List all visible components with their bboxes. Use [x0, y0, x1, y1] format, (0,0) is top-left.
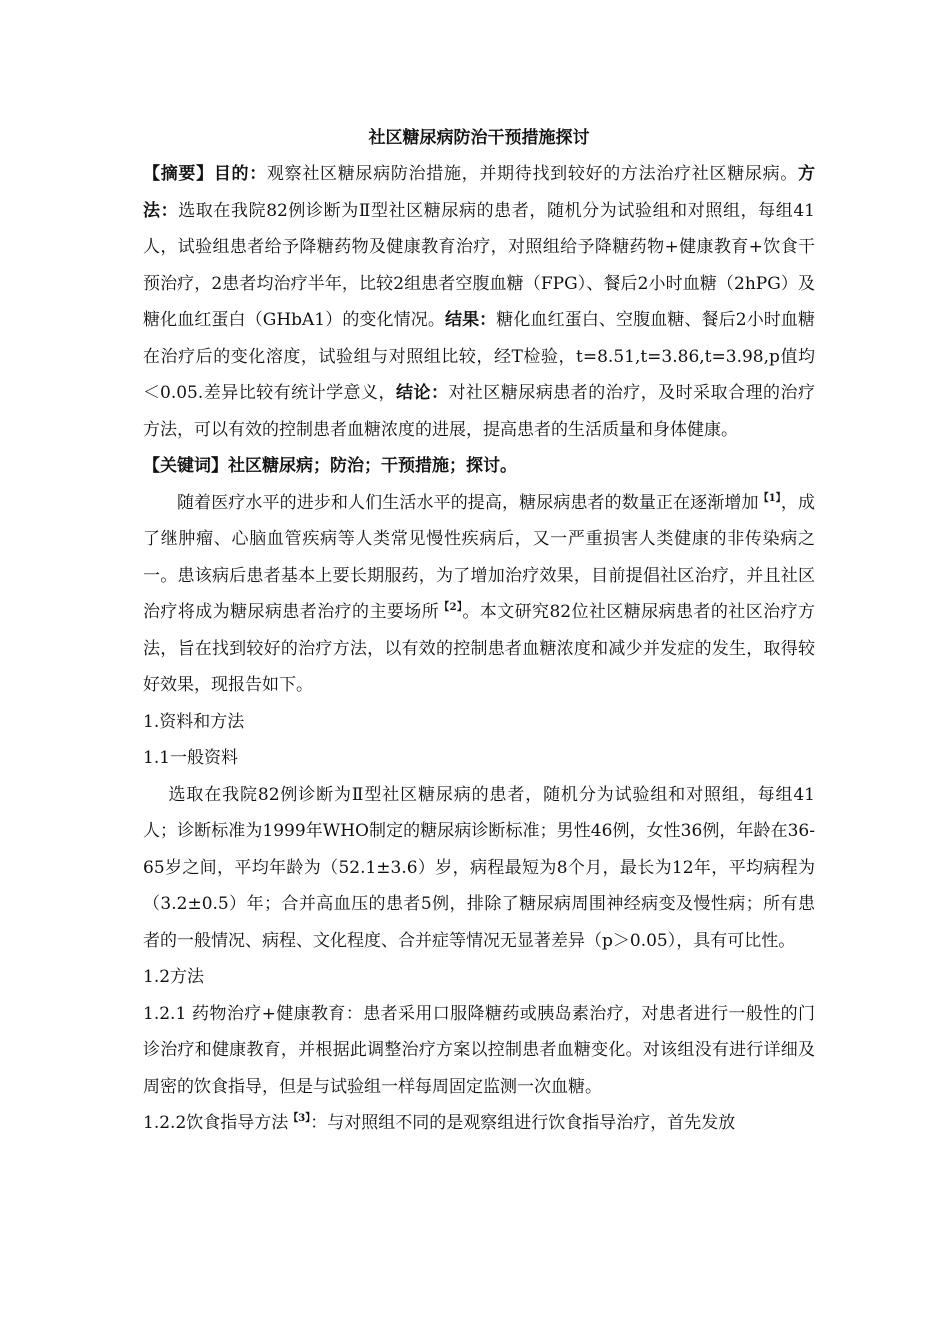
methods-text: 选取在我院82例诊断为Ⅱ型社区糖尿病的患者，随机分为试验组和对照组，每组41人，试验组患者给予降糖药物及健康教育治疗，对照组给予降糖药物+健康教育+饮食干预治疗，2患者均治疗半年，比较2组患者空腹血糖（FPG）、餐后2小时血糖（2hPG）及糖化血红蛋白（GHbA1）的变化情况。: [143, 200, 815, 330]
subsection-heading: 1.1一般资料: [143, 748, 239, 768]
abstract-paragraph: [143, 156, 815, 448]
reference-marker: 【3】: [288, 1113, 311, 1124]
abstract-label: 【摘要】: [143, 164, 214, 184]
general-paragraph: 选取在我院82例诊断为Ⅱ型社区糖尿病的患者，随机分为试验组和对照组，每组41人；诊断标准为1999年WHO制定的糖尿病诊断标准；男性46例，女性36例，年龄在36-65岁之间，平均年龄为（52.1±3.6）岁，病程最短为8个月，最长为12年，平均病程为（3.2±0.5）年；合并高血压的患者5例，排除了糖尿病周围神经病变及慢性病；所有患者的一般情况、病程、文化程度、合并症等情况无显著差异（p＞0.05），具有可比性。: [143, 784, 815, 951]
intro-text-2: ，成了继肿瘤、心脑血管疾病等人类常见慢性疾病后，又一严重损害人类健康的非传染病之一。患该病后患者基本上要长期服药，为了增加治疗效果，目前提倡社区治疗，并且社区治疗将成为糖尿病患者治疗的主要场所: [143, 492, 815, 622]
conclusion-label: 结论：: [396, 383, 449, 403]
reference-marker: 【1】: [758, 492, 781, 504]
conclusion-text: 对社区糖尿病患者的治疗，及时采取合理的治疗方法，可以有效的控制患者血糖浓度的进展，提高患者的生活质量和身体健康。: [143, 383, 815, 440]
methods-label: 方法：: [143, 164, 816, 221]
method-2-text-a: 1.2.2饮食指导方法: [143, 1113, 289, 1133]
reference-marker: 【2】: [439, 602, 463, 613]
results-text: 糖化血红蛋白、空腹血糖、餐后2小时血糖在治疗后的变化溶度，试验组与对照组比较，经T检验，t=8.51,t=3.86,t=3.98,p值均＜0.05.差异比较有统计学意义，: [143, 310, 816, 403]
method-paragraph-2: [143, 1105, 815, 1142]
document-body: [143, 120, 815, 1142]
intro-paragraph: [143, 485, 815, 704]
method-2-text-b: ：与对照组不同的是观察组进行饮食指导治疗，首先发放: [310, 1113, 736, 1133]
keywords-text: 社区糖尿病；防治；干预措施；探讨。: [228, 456, 517, 476]
objective-label: 目的：: [213, 164, 267, 184]
method-paragraph-1: 1.2.1 药物治疗+健康教育：患者采用口服降糖药或胰岛素治疗，对患者进行一般性的门诊治疗和健康教育，并根据此调整治疗方案以控制患者血糖变化。对该组没有进行详细及周密的饮食指导，但是与试验组一样每周固定监测一次血糖。: [143, 1003, 815, 1097]
keywords-paragraph: [143, 448, 815, 485]
intro-text-1: 随着医疗水平的进步和人们生活水平的提高，糖尿病患者的数量正在逐渐增加: [177, 492, 759, 513]
intro-text-3: 。本文研究82位社区糖尿病患者的社区治疗方法，旨在找到较好的治疗方法，以有效的控制患者血糖浓度和减少并发症的发生，取得较好效果，现报告如下。: [143, 602, 815, 695]
page-title: 社区糖尿病防治干预措施探讨: [368, 128, 590, 148]
section-heading: 1.资料和方法: [143, 711, 245, 732]
subsection-heading: 1.2方法: [143, 967, 205, 987]
keywords-label: 【关键词】: [143, 456, 228, 476]
objective-text: 观察社区糖尿病防治措施，并期待找到较好的方法治疗社区糖尿病。: [266, 164, 799, 184]
results-label: 结果：: [444, 310, 497, 330]
